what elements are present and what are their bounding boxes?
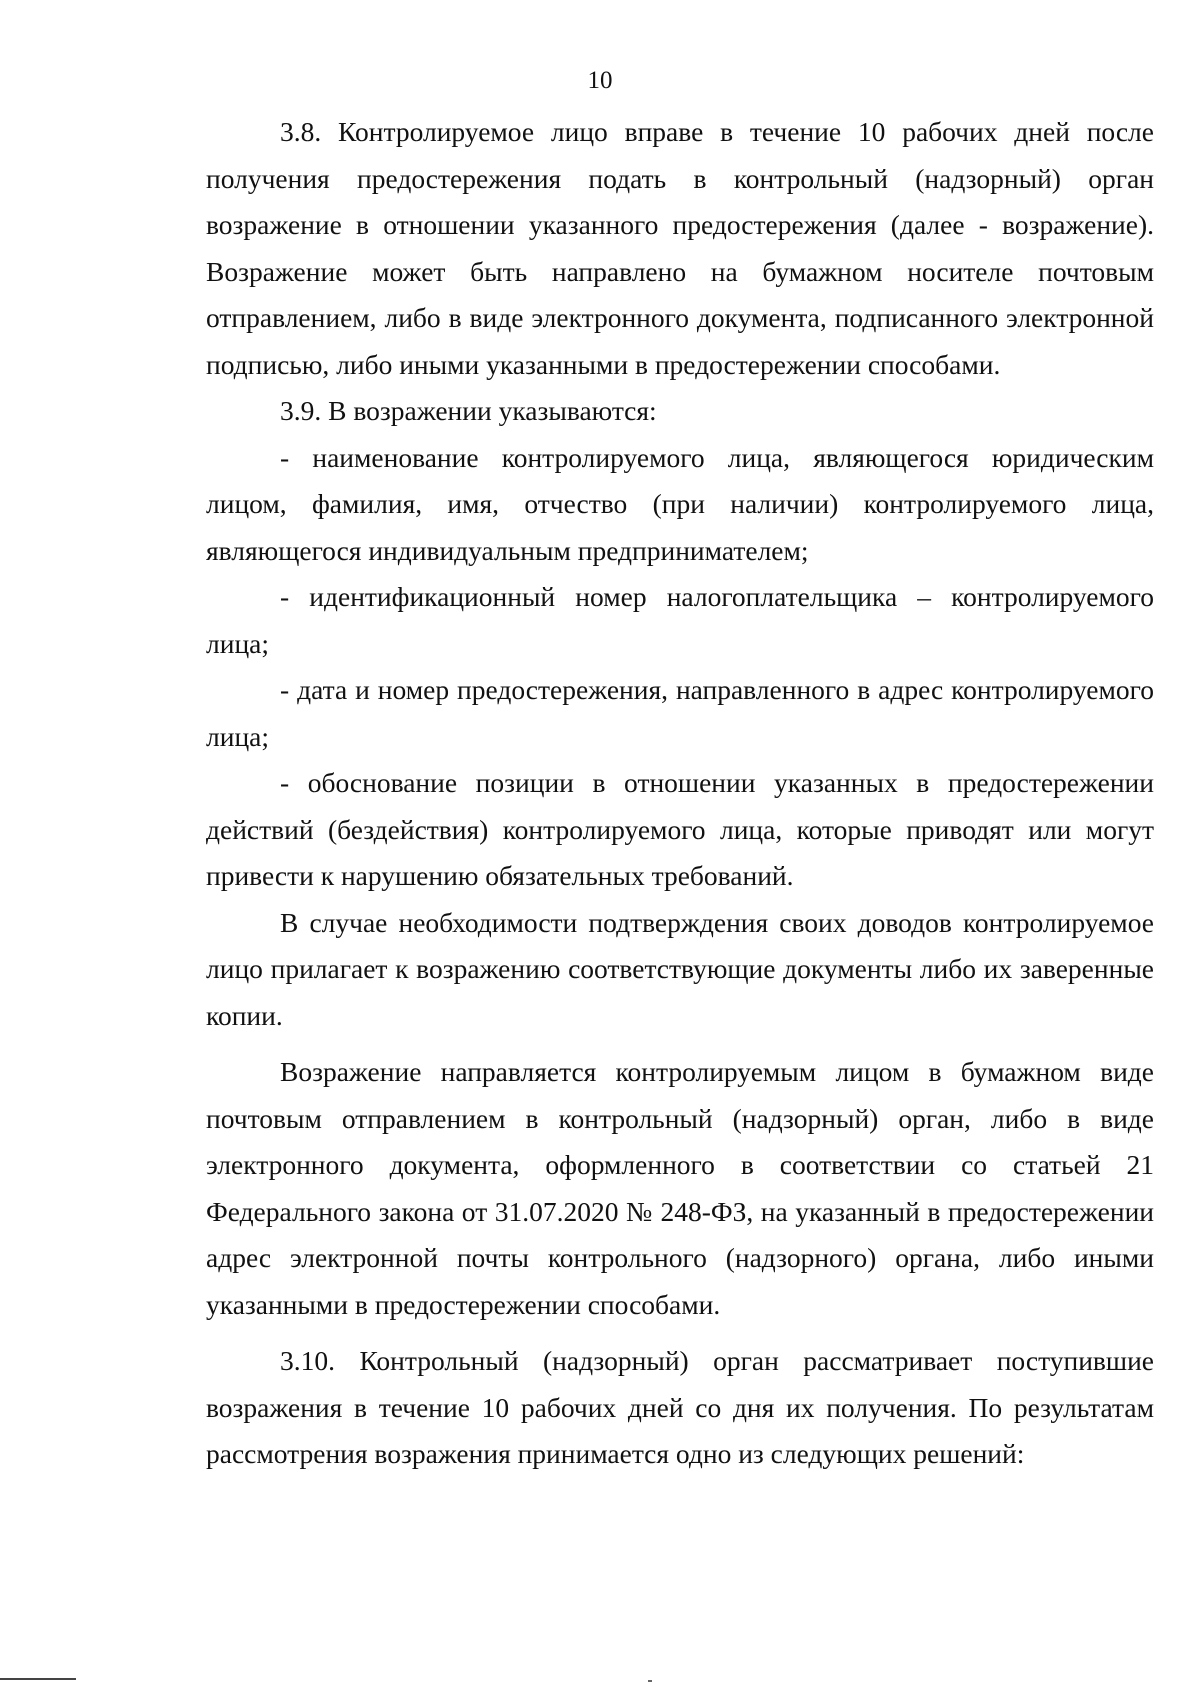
paragraph-objection-sending: Возражение направляется контролируемым лицом в бумажном виде почтовым отправлением в контрольный (надзорный) орган, либо в виде электронного документа, оформленного в соответствии со статьей 21 Федерального закона от 31.07.2020 № 248-ФЗ, на указанный в предостережении адрес электронной почты контрольного (надзорного) органа, либо иными указанными в предостережении способами. bbox=[206, 1056, 1154, 1320]
list-item-date-number: - дата и номер предостережения, направленного в адрес контролируемого лица; bbox=[206, 674, 1154, 752]
page-number: 10 bbox=[587, 67, 613, 94]
list-item-justification: - обоснование позиции в отношении указанных в предостережении действий (бездействия) контролируемого лица, которые приводят или могут привести к нарушению обязательных требований. bbox=[206, 767, 1154, 891]
paragraph-3-8: 3.8. Контролируемое лицо вправе в течение 10 рабочих дней после получения предостережения подать в контрольный (надзорный) орган возражение в отношении указанного предостережения (далее - возражение). Возражение может быть направлено на бумажном носителе почтовым отправлением, либо в виде электронного документа, подписанного электронной подписью, либо иными указанными в предостережении способами. bbox=[206, 116, 1154, 380]
list-item-inn: - идентификационный номер налогоплательщика – контролируемого лица; bbox=[206, 581, 1154, 659]
list-item-name: - наименование контролируемого лица, являющегося юридическим лицом, фамилия, имя, отчество (при наличии) контролируемого лица, являющегося индивидуальным предпринимателем; bbox=[206, 441, 1154, 566]
paragraph-documents: В случае необходимости подтверждения своих доводов контролируемое лицо прилагает к возражению соответствующие документы либо их заверенные копии. bbox=[206, 906, 1154, 1031]
document-body bbox=[206, 109, 1154, 1478]
footer-scan-mark bbox=[0, 1678, 76, 1680]
paragraph-3-9: 3.9. В возражении указываются: bbox=[280, 395, 657, 426]
paragraph-3-10: 3.10. Контрольный (надзорный) орган рассматривает поступившие возражения в течение 10 рабочих дней со дня их получения. По результатам рассмотрения возражения принимается одно из следующих решений: bbox=[206, 1345, 1154, 1469]
footer-scan-dot bbox=[648, 1680, 652, 1682]
